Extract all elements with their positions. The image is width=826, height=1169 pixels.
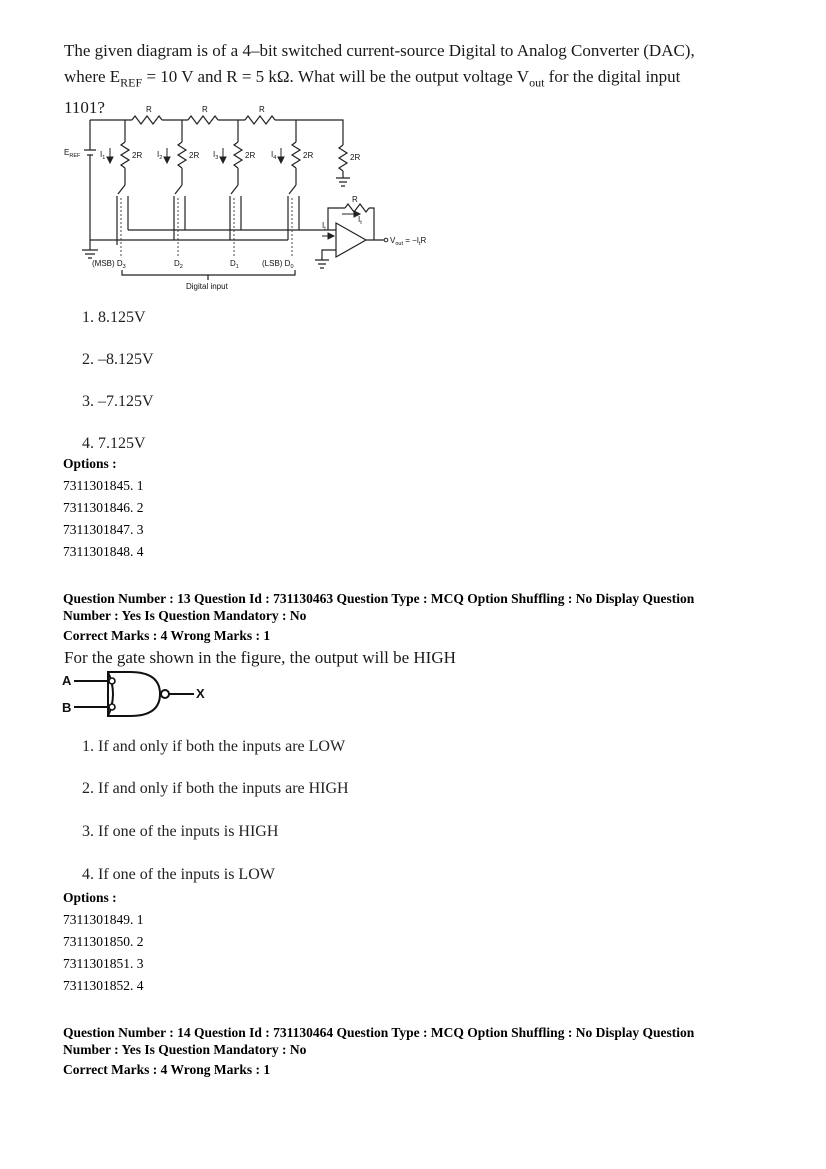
- resistor-2r-d3: [121, 142, 129, 168]
- dac-circuit-diagram: [60, 100, 450, 300]
- q13-option-id-4: 7311301852. 4: [63, 978, 144, 993]
- resistor-r3: [245, 116, 275, 124]
- gate-input-a-label: A: [62, 673, 72, 688]
- q13-answer-2: 2. If and only if both the inputs are HIGH: [82, 780, 349, 797]
- q12-answer-4: 4. 7.125V: [82, 435, 146, 452]
- q12-text-line2: where $E_{REF} = 10$ V and R = 5 kΩ. What will be the output voltage $V_{out}$ for the digital input: [64, 67, 681, 90]
- q14-meta-line1: Question Number : 14 Question Id : 731130464 Question Type : MCQ Option Shuffling : No Display Question: [63, 1025, 695, 1040]
- label-i4: $I_4$: [271, 150, 277, 161]
- label-msb-d3: (MSB) $D_3$: [92, 259, 126, 270]
- label-lsb-d0: (LSB) $D_0$: [262, 259, 294, 270]
- op-amp: [336, 223, 366, 257]
- label-r2: R: [202, 105, 208, 114]
- label-2r-d0: 2R: [303, 151, 314, 160]
- q12-answer-2: 2. –8.125V: [82, 351, 154, 368]
- q13-question-text: For the gate shown in the figure, the output will be HIGH: [64, 648, 456, 667]
- gate-input-b-label: B: [62, 700, 72, 715]
- resistor-r2: [188, 116, 218, 124]
- q13-option-id-3: 7311301851. 3: [63, 956, 144, 971]
- resistor-r1: [132, 116, 162, 124]
- q13-meta-line1: Question Number : 13 Question Id : 731130463 Question Type : MCQ Option Shuffling : No Display Question: [63, 591, 695, 606]
- q12-option-id-4: 7311301848. 4: [63, 544, 144, 559]
- label-vout: $V_{out} = -I_tR$: [390, 236, 427, 247]
- label-2r-term: 2R: [350, 153, 361, 162]
- q12-answer-1: 1. 8.125V: [82, 309, 146, 326]
- feedback-resistor: [345, 204, 369, 212]
- label-it-left: $I_t$: [322, 221, 326, 232]
- label-d1: $D_1$: [230, 259, 239, 270]
- label-d2: $D_2$: [174, 259, 183, 270]
- q12-option-id-2: 7311301846. 2: [63, 500, 144, 515]
- q12-answer-3: 3. –7.125V: [82, 393, 154, 410]
- label-eref: $E_{REF}$: [64, 148, 81, 159]
- label-i3: $I_3$: [213, 150, 219, 161]
- label-2r-d3: 2R: [132, 151, 143, 160]
- label-digital-input: Digital input: [186, 282, 228, 291]
- q12-text-line3: 1101?: [64, 98, 105, 118]
- nand-gate-diagram: [60, 668, 220, 720]
- q12-option-id-3: 7311301847. 3: [63, 522, 144, 537]
- gate-output-x-label: X: [196, 686, 205, 701]
- nand-gate-body: [108, 672, 160, 716]
- q12-options-label: Options :: [63, 456, 117, 471]
- q14-marks: Correct Marks : 4 Wrong Marks : 1: [63, 1062, 271, 1077]
- label-r1: R: [146, 105, 152, 114]
- label-it-top: $I_t$: [358, 215, 362, 226]
- resistor-2r-d2: [178, 142, 186, 168]
- nand-bubble: [161, 690, 169, 698]
- label-r3: R: [259, 105, 265, 114]
- resistor-2r-d1: [234, 142, 242, 168]
- q13-option-id-2: 7311301850. 2: [63, 934, 144, 949]
- q13-answer-1: 1. If and only if both the inputs are LOW: [82, 738, 346, 755]
- q14-meta-line2: Number : Yes Is Question Mandatory : No: [63, 1042, 307, 1057]
- label-i1: $I_1$: [100, 150, 106, 161]
- resistor-2r-d0: [292, 142, 300, 168]
- q13-options-label: Options :: [63, 890, 117, 905]
- q12-option-id-1: 7311301845. 1: [63, 478, 144, 493]
- resistor-2r-term: [339, 145, 347, 171]
- q13-option-id-1: 7311301849. 1: [63, 912, 144, 927]
- q13-answer-3: 3. If one of the inputs is HIGH: [82, 823, 279, 840]
- label-2r-d2: 2R: [189, 151, 200, 160]
- label-rf: R: [352, 195, 358, 204]
- q13-meta-line2: Number : Yes Is Question Mandatory : No: [63, 608, 307, 623]
- label-i2: $I_2$: [157, 150, 163, 161]
- q13-marks: Correct Marks : 4 Wrong Marks : 1: [63, 628, 271, 643]
- label-2r-d1: 2R: [245, 151, 256, 160]
- q12-text-line1: The given diagram is of a 4–bit switched current-source Digital to Analog Converter (DAC),: [64, 41, 695, 60]
- q13-answer-4: 4. If one of the inputs is LOW: [82, 866, 275, 883]
